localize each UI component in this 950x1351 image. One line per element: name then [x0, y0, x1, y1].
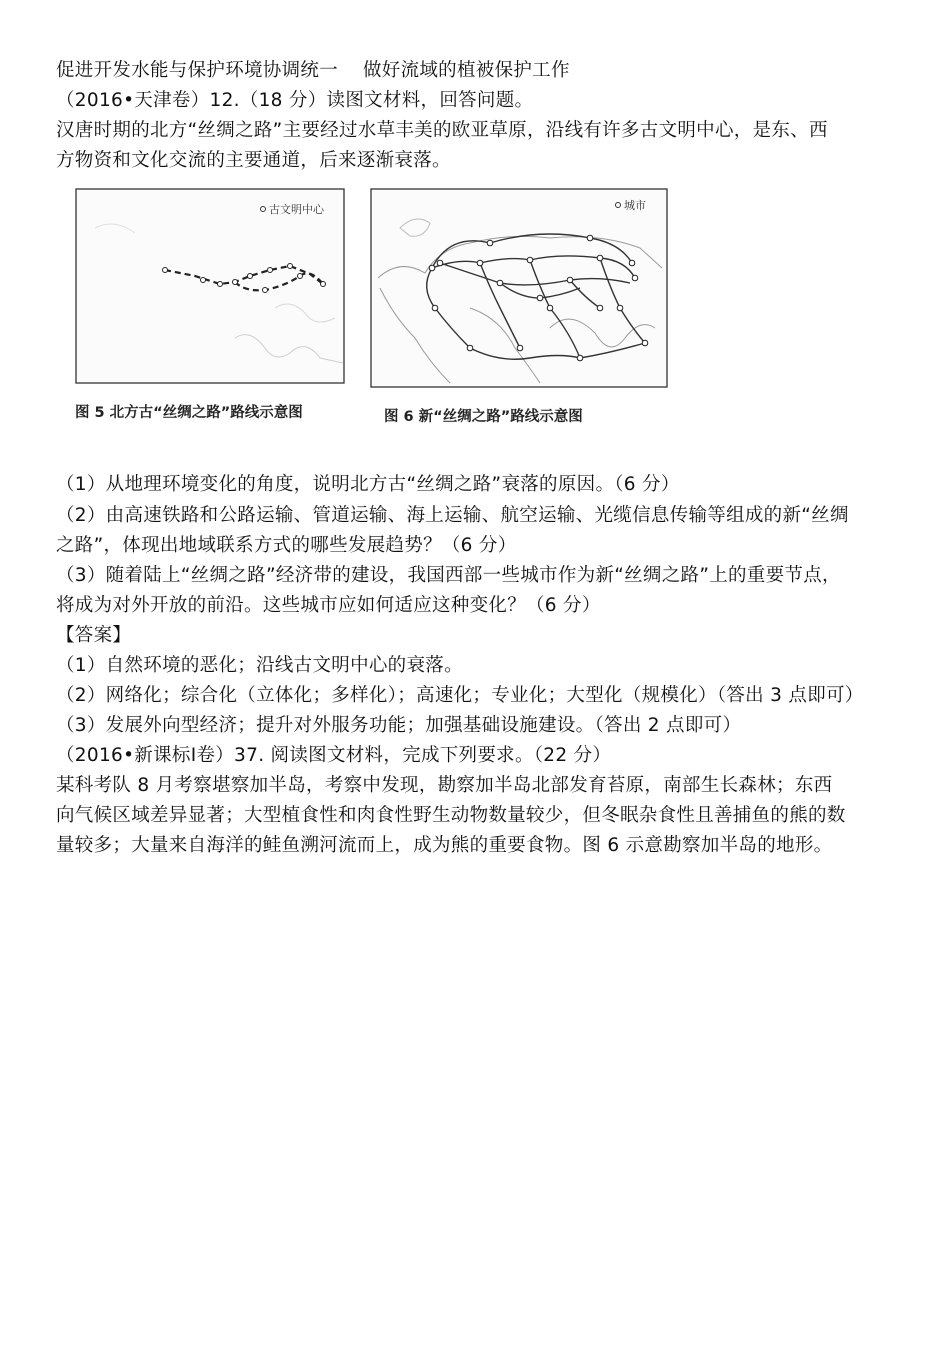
figure-5-caption: 图 5 北方古“丝绸之路”路线示意图 [75, 405, 303, 421]
answer-3: （3）发展外向型经济；提升对外服务功能；加强基础设施建设。（答出 2 点即可） [56, 715, 742, 736]
legend-label: 古文明中心 [269, 203, 324, 216]
question-3-cont: 将成为对外开放的前沿。这些城市应如何适应这种变化？（6 分） [56, 595, 601, 616]
text-line: 促进开发水能与保护环境协调统一 做好流域的植被保护工作 [56, 60, 570, 81]
text-line: 汉唐时期的北方“丝绸之路”主要经过水草丰美的欧亚草原，沿线有许多古文明中心，是东、西 [56, 120, 828, 141]
question-2: （2）由高速铁路和公路运输、管道运输、海上运输、航空运输、光缆信息传输等组成的新“丝绸 [56, 505, 849, 526]
question-1: （1）从地理环境变化的角度，说明北方古“丝绸之路”衰落的原因。（6 分） [56, 474, 680, 495]
question-header: （2016•天津卷）12.（18 分）读图文材料，回答问题。 [56, 90, 534, 111]
map-northern-silk-road [75, 188, 345, 384]
figure-5 [75, 188, 345, 421]
legend-label: 城市 [624, 199, 646, 212]
next-question-header: （2016•新课标Ⅰ卷）37. 阅读图文材料，完成下列要求。（22 分） [56, 745, 612, 766]
text-line: 方物资和文化交流的主要通道，后来逐渐衰落。 [56, 150, 451, 171]
text-line: 量较多；大量来自海洋的鲑鱼溯河流而上，成为熊的重要食物。图 6 示意勘察加半岛的地形。 [56, 835, 833, 856]
answer-1: （1）自然环境的恶化；沿线古文明中心的衰落。 [56, 655, 463, 676]
question-3: （3）随着陆上“丝绸之路”经济带的建设，我国西部一些城市作为新“丝绸之路”上的重要节点， [56, 565, 841, 586]
question-2-cont: 之路”，体现出地域联系方式的哪些发展趋势？（6 分） [56, 535, 517, 556]
map-new-silk-road [370, 188, 668, 388]
answer-heading: 【答案】 [56, 625, 132, 646]
figure-6-caption: 图 6 新“丝绸之路”路线示意图 [384, 409, 583, 425]
figures [70, 188, 670, 428]
text-line: 某科考队 8 月考察堪察加半岛，考察中发现，勘察加半岛北部发育苔原，南部生长森林；东西 [56, 775, 833, 796]
answer-2: （2）网络化；综合化（立体化；多样化）；高速化；专业化；大型化（规模化）（答出 3 点即可） [56, 685, 864, 706]
figure-6 [370, 188, 668, 425]
text-line: 向气候区域差异显著；大型植食性和肉食性野生动物数量较少，但冬眠杂食性且善捕鱼的熊的数 [56, 805, 846, 826]
